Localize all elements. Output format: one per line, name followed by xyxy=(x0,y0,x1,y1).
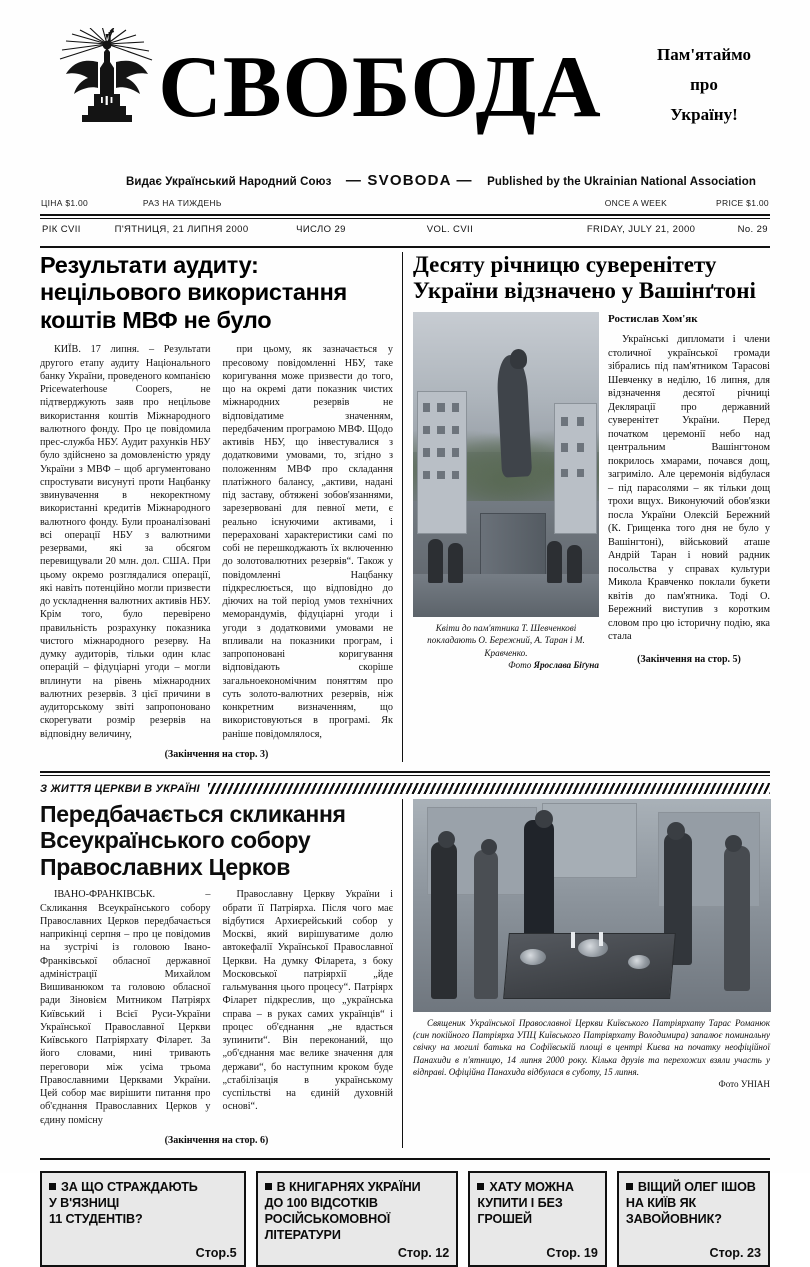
volume-english: VOL. CVII xyxy=(426,224,474,235)
price-english: PRICE $1.00 xyxy=(716,198,769,208)
teaser-line: ВІЩИЙ ОЛЕГ ІШОВ xyxy=(637,1179,756,1194)
teaser-line: В КНИГАРНЯХ УКРАЇНИ xyxy=(276,1179,421,1194)
article-sovereignty-headline[interactable]: Десяту річницю суверенітету України відзначено у Вашінґтоні xyxy=(413,252,756,303)
header-bottom-rule xyxy=(40,246,770,248)
article-sovereignty-byline: Ростислав Хом'як xyxy=(608,312,698,325)
article-sovereignty-body: Українські дипломати і члени столичної української громади зібрались під пам'ятником Тарасові Шевченку в неділю, 16 липня, для відзначення десятої річниці Декляpaції про державний суверенітет України. Перед початком церемонії небо над центральним Вашінгтоном покрилось хмарами, почався дощ, загриміло. Але церемонія відбулася – під парасолями – як тільки дощ трохи вщух. Виконуючий обов'язки посла України Олексій Бережний (К. Грищенка того дня не було у Вашінгтоні), військовий аташе Андрій Таран і новий радник посольства у справах культури Микола Кравченко поклали букети квітів до пам'ятника. Тоді О. Бережний виступив з коротким словом про цю історичну подію, яка стала xyxy=(608,334,770,643)
teaser-box[interactable] xyxy=(617,1171,770,1267)
masthead-rule-thick xyxy=(40,214,770,216)
church-kicker-label: З ЖИТТЯ ЦЕРКВИ В УКРАЇНІ xyxy=(40,782,200,795)
article-church-body xyxy=(40,888,393,1127)
teaser-line: ЛІТЕРАТУРИ xyxy=(264,1228,341,1243)
vigil-caption-text: Священик Української Православної Церкви Київського Патріярхату Тарас Романюк (син покійного Патріярха УПЦ Київського Патріярхату Володимира) запалює поминальну свічку на могилі батька на Софіївській площі в центрі Києва на початку неофіційної Панахиди в п'ятницю, 14 липня 2000 року. Кілька друзів та перехожих взяли участь у відправі. Офіційна Панахида відбулася в суботу, 15 липня. xyxy=(413,1017,770,1078)
volume-ukrainian: РІК CVII xyxy=(42,224,81,235)
frequency-english: ONCE A WEEK xyxy=(604,198,668,208)
slogan-line-1: Пам'ятаймо xyxy=(657,45,751,64)
teaser-box[interactable] xyxy=(468,1171,607,1267)
nameplate-title: СВОБОДА xyxy=(158,39,602,136)
vigil-caption-credit: Фото УНІАН xyxy=(718,1079,770,1090)
bullet-square-icon xyxy=(477,1183,484,1190)
date-english: FRIDAY, JULY 21, 2000 xyxy=(586,224,696,235)
memorial-vigil-photo xyxy=(413,799,771,1012)
date-ukrainian: П'ЯТНИЦЯ, 21 ЛИПНЯ 2000 xyxy=(114,224,249,235)
kicker-hatch-decoration xyxy=(208,783,770,794)
shevchenko-photo-caption xyxy=(413,622,599,671)
sovereignty-text-column xyxy=(608,312,770,671)
article-church-headline[interactable]: Передбачається скликання Всеукраїнського собору Православних Церков xyxy=(40,800,346,880)
section-divider-thick xyxy=(40,771,770,773)
top-articles-region xyxy=(40,252,770,762)
teaser-page-ref[interactable]: Стор. 23 xyxy=(709,1246,761,1261)
teaser-text xyxy=(626,1179,761,1227)
teaser-box[interactable] xyxy=(40,1171,246,1267)
teaser-line: У В'ЯЗНИЦІ xyxy=(49,1195,120,1210)
article-church-paragraph-1: ІВАНО-ФРАНКІВСЬК. – Скликання Всеукраїнського собору Православних Церков передбачається наприкінці серпня – про це повідомив на зустрічі із головою Івано-Франківської обласної державної адміністрації Михайлом Вишиванюком та головою обласної ради Зіновієм Митником Патріярх Київський і Всієї Руси-України Української Православної Церкви Київського Патріярхату Філарет. За його словами, нині тривають переговори між усіма трьома Православними Церквами України. Цей собор має вирішити питання про об'єднання Православних Церков у єдину помісну xyxy=(40,889,211,1126)
caption-credit xyxy=(413,659,599,671)
teaser-page-ref[interactable]: Стор.5 xyxy=(195,1246,237,1261)
issue-info-row xyxy=(40,219,770,240)
price-row xyxy=(40,198,770,208)
bullet-square-icon xyxy=(626,1183,633,1190)
teaser-boxes-row xyxy=(40,1171,770,1267)
teaser-line: ЗА ЩО СТРАЖДАЮТЬ xyxy=(61,1179,198,1194)
caption-credit-label: Фото xyxy=(508,659,532,670)
article-audit-headline[interactable]: Результати аудиту: нецільового використання коштів МВФ не було xyxy=(40,252,347,333)
teaser-text xyxy=(265,1179,450,1243)
teasers-top-rule xyxy=(40,1158,770,1160)
publisher-ukrainian: Видає Український Народний Союз xyxy=(126,176,332,188)
teaser-line: КУПИТИ І БЕЗ xyxy=(477,1195,563,1210)
masthead xyxy=(40,0,770,166)
price-ukrainian: ЦІНА $1.00 xyxy=(41,198,89,208)
article-audit-paragraph-2: при цьому, як зазначається у пресовому повідомленні НБУ, таке коригування може призвести до того, що на окремі дати показник чистих міжнародних резервів не відповідатиме значенням, передбаченим програмою МВФ. Щодо активів НБУ, що інвестувалися з додатковими умовами, то, згідно з положенням МВФ про складання платіжного балансу, „активи, надані під заставу, обтяжені зобов'язаннями, зарезервовані для певної мети, є реально існуючими активами, і перераховані характеристики самі по собі не перешкоджають їх включенню до золотовалютних резервів“. Також у повідомленні Нацбанку підкреслюється, що відповідно до діючих на той період умов технічних меморандумів, фідуціарні угоди і угоди з додатковими умовами не впливали на показники програм, і запропоновані коригування відповідають скоріше загальноекономічним поняттям про суть золото-валютних резервів, ніж конкретним визначенням, що використовуються в програмі. Як раніше повідомлялося, xyxy=(222,344,393,740)
teaser-line: НА КИЇВ ЯК xyxy=(625,1195,697,1210)
vigil-photo-caption xyxy=(413,1017,770,1091)
church-articles-region xyxy=(40,799,770,1148)
teaser-line: РОСІЙСЬКОМОВНОЇ xyxy=(264,1211,391,1226)
article-church-jump[interactable]: (Закінчення на стор. 6) xyxy=(164,1134,269,1146)
bullet-square-icon xyxy=(265,1183,272,1190)
issue-number-english: No. 29 xyxy=(737,224,768,235)
frequency-ukrainian: РАЗ НА ТИЖДЕНЬ xyxy=(142,198,222,208)
caption-text: Квіти до пам'ятника Т. Шевченкові покладають О. Бережний, А. Таран і М. Кравченко. xyxy=(427,622,585,658)
una-emblem-icon xyxy=(52,28,162,136)
teaser-line: ХАТУ МОЖНА xyxy=(489,1179,574,1194)
teaser-text xyxy=(477,1179,598,1227)
svoboda-latin-title: — SVOBODA — xyxy=(345,172,473,189)
church-section-kicker xyxy=(40,783,770,795)
remember-ukraine-slogan xyxy=(644,40,764,129)
teaser-line: ДО 100 ВІДСОТКІВ xyxy=(264,1195,378,1210)
teaser-page-ref[interactable]: Стор. 19 xyxy=(546,1246,598,1261)
teaser-text xyxy=(49,1179,237,1227)
issue-number-ukrainian: ЧИСЛО 29 xyxy=(296,224,346,235)
article-audit-body xyxy=(40,343,393,741)
article-sovereignty-jump[interactable]: (Закінчення на стор. 5) xyxy=(637,653,741,665)
article-audit-paragraph-1: КИЇВ. 17 липня. – Результати другого етапу аудиту Національного банку України, проведеного компанією Pricewaterhouse Coopers, не підтверджують заяв про нецільове використання коштів Міжнародного валютного фонду. Про це повідомила прес-служба НБУ. Аудит рахунків НБУ було здійснено за домовленістю уряду України з МВФ – щоб аргументовано спростувати висунуті проти Нацбанку звинувачення в некоректному використанні кредитів Міжнародного валютного фонду. Були проаналізовані всі операції НБУ з валютними резервами, які за обсягом перевищували 20 млн. дол. США. При цьому окремо розглядалися операції, які навіть потенційно могли призвести до ускладнення валютних активів НБУ. Крім того, було перевірено правильність розрахунку показника чистого міжнародного резерву. На думку аудиторів, тільки один клас операцій – фідуціарні угоди – могли вплинути на рівень міжнародних валютних резервів. З цієї причини в аудиторському звіті запропоновано скорегувати розмір резервів на відповідну величину, xyxy=(40,344,211,740)
article-church-council xyxy=(40,799,402,1148)
article-audit-jump[interactable]: (Закінчення на стор. 3) xyxy=(164,748,269,760)
teaser-line: ЗАВОЙОВНИК? xyxy=(625,1211,722,1226)
article-sovereignty xyxy=(402,252,770,762)
publisher-row xyxy=(40,172,770,189)
vigil-photo-block xyxy=(402,799,770,1148)
section-divider-thin xyxy=(40,775,770,776)
slogan-line-3: Україну! xyxy=(670,104,738,124)
sovereignty-photo-column xyxy=(413,312,599,671)
teaser-box[interactable] xyxy=(256,1171,459,1267)
article-audit xyxy=(40,252,402,762)
teaser-line: 11 СТУДЕНТІВ? xyxy=(49,1211,143,1226)
shevchenko-monument-photo xyxy=(413,312,599,617)
teaser-page-ref[interactable]: Стор. 12 xyxy=(397,1246,450,1261)
bullet-square-icon xyxy=(49,1183,56,1190)
article-church-paragraph-2: Православну Церкву України і обрати її Патріярха. Після чого має відбутися Архиєрейський собор у Москві, який вирішуватиме долю автокефалії Української Православної Церкви. На думку Філарета, з боку Московської патріярхії „йде гальмування цього процесу“. Патріярх Філарет підкреслив, що „українська справа – в руках самих українців“ і процес об'єднання „не вдасться зупинити“. Він переконаний, що „об'єднання має велике значення для держави“, бо наступним кроком буде „стабілізація в українському суспільстві на єдиній духовній основі“. xyxy=(222,889,393,1113)
slogan-line-2: про xyxy=(690,74,718,94)
caption-credit-name: Ярослава Біґуна xyxy=(533,659,599,670)
publisher-english: Published by the Ukrainian National Association xyxy=(487,176,756,188)
teaser-line: ГРОШЕЙ xyxy=(477,1211,533,1226)
